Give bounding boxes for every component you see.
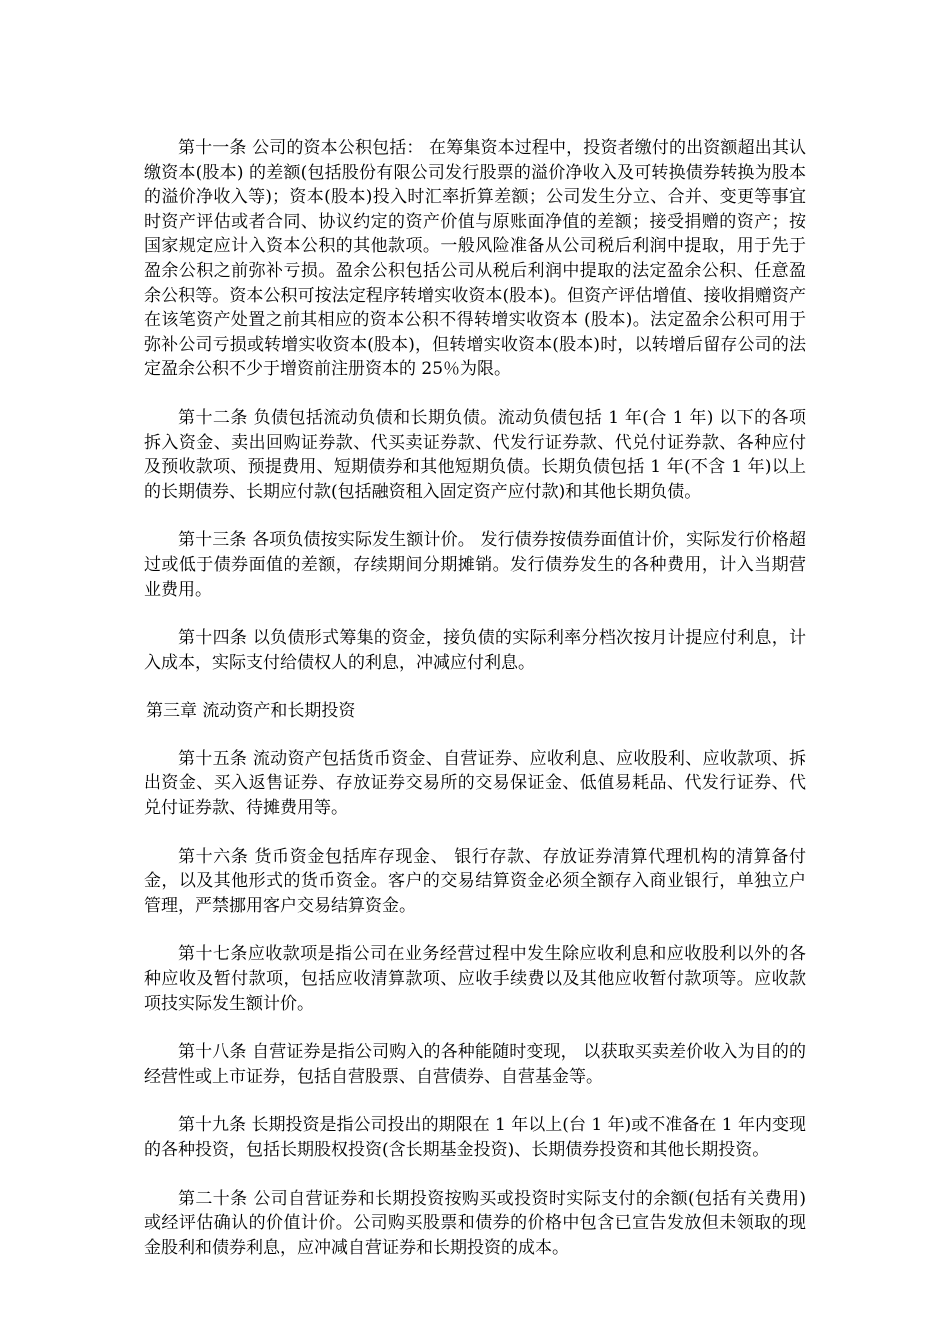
article-18-paragraph: 第十八条 自营证券是指公司购入的各种能随时变现， 以获取买卖差价收入为目的的经营性或上市证券，包括自营股票、自营债券、自营基金等。 xyxy=(144,1042,806,1087)
document-body xyxy=(144,136,806,1284)
article-16-paragraph: 第十六条 货币资金包括库存现金、 银行存款、存放证券清算代理机构的清算备付金，以及其他形式的货币资金。客户的交易结算资金必须全额存入商业银行，单独立户管理，严禁挪用客户交易结算资金。 xyxy=(144,846,806,916)
article-14-paragraph: 第十四条 以负债形式筹集的资金，接负债的实际利率分档次按月计提应付利息，计入成本，实际支付给债权人的利息，冲减应付利息。 xyxy=(144,628,806,673)
article-20-paragraph: 第二十条 公司自营证券和长期投资按购买或投资时实际支付的余额(包括有关费用) 或经评估确认的价值计价。公司购买股票和债券的价格中包含已宣告发放但未领取的现金股利和债券利息，应冲减自营证券和长期投资的成本。 xyxy=(144,1188,806,1258)
chapter-3-heading: 第三章 流动资产和长期投资 xyxy=(146,701,356,722)
article-19-paragraph: 第十九条 长期投资是指公司投出的期限在 1 年以上(台 1 年)或不准备在 1 年内变现的各种投资，包括长期股权投资(含长期基金投资)、长期债券投资和其他长期投资。 xyxy=(144,1115,806,1160)
article-13-paragraph: 第十三条 各项负债按实际发生额计价。 发行债券按债券面值计价，实际发行价格超过或低于债券面值的差额，存续期间分期摊销。发行债券发生的各种费用，计入当期营业费用。 xyxy=(144,530,806,600)
article-11-paragraph: 第十一条 公司的资本公积包括： 在筹集资本过程中，投资者缴付的出资额超出其认缴资本(股本) 的差额(包括股份有限公司发行股票的溢价净收入及可转换债券转换为股本的溢价净收入等)；资本(股本)投入时汇率折算差额；公司发生分立、合并、变更等事宜时资产评估或者合同、协议约定的资产价值与原账面净值的差额；接受捐赠的资产；按国家规定应计入资本公积的其他款项。一般风险准备从公司税后利润中提取，用于先于盈余公积之前弥补亏损。盈余公积包括公司从税后利润中提取的法定盈余公积、任意盈余公积等。资本公积可按法定程序转增实收资本(股本)。但资产评估增值、接收捐赠资产在该笔资产处置之前其相应的资本公积不得转增实收资本 (股本)。法定盈余公积可用于弥补公司亏损或转增实收资本(股本)，但转增实收资本(股本)时，以转增后留存公司的法定盈余公积不少于增资前注册资本的 25％为限。 xyxy=(144,138,806,380)
article-17-paragraph: 第十七条应收款项是指公司在业务经营过程中发生除应收利息和应收股利以外的各种应收及暂付款项，包括应收清算款项、应收手续费以及其他应收暂付款项等。应收款项技实际发生额计价。 xyxy=(144,944,806,1014)
article-15-paragraph: 第十五条 流动资产包括货币资金、自营证券、应收利息、应收股利、应收款项、拆出资金、买入返售证券、存放证券交易所的交易保证金、低值易耗品、代发行证券、代兑付证券款、待摊费用等。 xyxy=(144,748,806,819)
article-12-paragraph: 第十二条 负债包括流动负债和长期负债。流动负债包括 1 年(合 1 年) 以下的各项拆入资金、卖出回购证券款、代买卖证券款、代发行证券款、代兑付证券款、各种应付及预收款项、预提费用、短期债券和其他短期负债。长期负债包括 1 年(不含 1 年)以上的长期债券、长期应付款(包括融资租入固定资产应付款)和其他长期负债。 xyxy=(144,407,806,502)
